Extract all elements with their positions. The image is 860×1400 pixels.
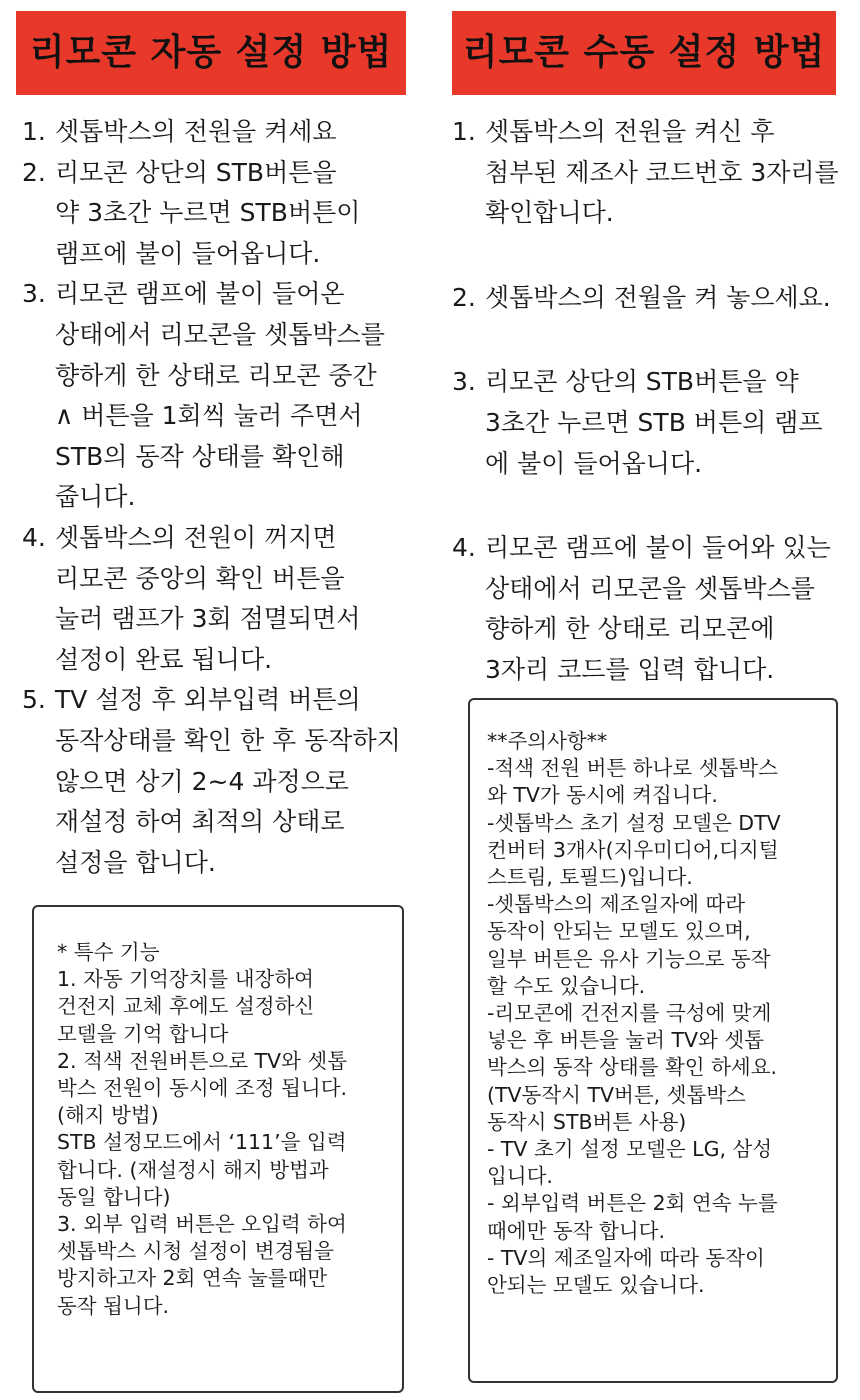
- step-text-line: 눌러 램프가 3회 점멸되면서: [55, 604, 361, 634]
- step-text-line: 리모콘 램프에 불이 들어온: [55, 279, 345, 309]
- step-text-line: 셋톱박스의 전월을 켜 놓으세요.: [485, 282, 831, 312]
- note-line: 2. 적색 전원버튼으로 TV와 셋톱: [57, 1048, 348, 1073]
- step-number: 5.: [22, 685, 46, 715]
- step-number: 1.: [22, 117, 46, 146]
- manual-setup-title: 리모콘 수동 설정 방법: [452, 11, 836, 95]
- auto-setup-steps: [22, 112, 422, 883]
- note-line: * 특수 기능: [57, 940, 160, 964]
- note-line: - TV 초기 설정 모델은 LG, 삼성: [487, 1137, 773, 1162]
- step-number: 4.: [452, 533, 476, 563]
- step-item: [22, 680, 422, 883]
- step-number: 3.: [22, 279, 46, 309]
- step-text-line: 3자리 코드를 입력 합니다.: [485, 654, 775, 684]
- note-line: **주의사항**: [487, 729, 608, 753]
- note-line: 동작 됩니다.: [57, 1293, 170, 1318]
- note-line: -셋톱박스의 제조일자에 따라: [487, 892, 746, 917]
- step-text-line: 동작상태를 확인 한 후 동작하지: [55, 725, 401, 755]
- step-item: [452, 112, 860, 234]
- step-text-line: 향하게 한 상태로 리모콘에: [485, 614, 775, 644]
- note-line: 박스의 동작 상태를 확인 하세요.: [487, 1055, 778, 1080]
- step-item: [22, 518, 422, 680]
- note-line: 스트림, 토필드)입니다.: [487, 865, 693, 890]
- step-item: [22, 274, 422, 518]
- step-text-line: 3초간 누르면 STB 버튼의 램프: [485, 407, 823, 437]
- step-number: 3.: [452, 367, 476, 397]
- step-number: 2.: [22, 157, 46, 187]
- step-text-line: 에 불이 들어옵니다.: [485, 448, 703, 478]
- special-features-box: [32, 905, 404, 1393]
- note-line: 박스 전원이 동시에 조정 됩니다.: [57, 1076, 348, 1101]
- step-text-line: 않으면 상기 2~4 과정으로: [55, 766, 349, 796]
- step-text-line: 향하게 한 상태로 리모콘 중간: [55, 360, 377, 390]
- note-line: -적색 전원 버튼 하나로 셋톱박스: [487, 756, 778, 781]
- note-line: 모델을 기억 합니다: [57, 1021, 229, 1046]
- step-text-line: 상태에서 리모콘을 셋톱박스를: [485, 573, 815, 603]
- step-number: 2.: [452, 282, 476, 312]
- step-text-line: 셋톱박스의 전원을 켜신 후: [485, 117, 775, 146]
- step-text-line: 첨부된 제조사 코드번호 3자리를: [485, 157, 839, 187]
- note-line: (TV동작시 TV버튼, 셋톱박스: [487, 1082, 746, 1107]
- step-text-line: 리모콘 상단의 STB버튼을: [55, 157, 337, 187]
- note-line: 1. 자동 기억장치를 내장하여: [57, 967, 314, 992]
- step-text-line: 줍니다.: [55, 482, 136, 512]
- note-line: 방지하고자 2회 연속 눌를때만: [57, 1266, 328, 1291]
- note-line: 할 수도 있습니다.: [487, 973, 646, 998]
- step-text-line: 상태에서 리모콘을 셋톱박스를: [55, 319, 385, 349]
- step-item: [452, 528, 860, 690]
- step-text-line: 재설정 하여 최적의 상태로: [55, 807, 345, 837]
- cautions-box: [468, 698, 838, 1383]
- note-line: STB 설정모드에서 ‘111’을 입력: [57, 1130, 347, 1155]
- note-line: - TV의 제조일자에 따라 동작이: [487, 1245, 765, 1270]
- step-text-line: 설정이 완료 됩니다.: [55, 644, 273, 674]
- note-line: 건전지 교체 후에도 설정하신: [57, 994, 315, 1019]
- note-line: 3. 외부 입력 버튼은 오입력 하여: [57, 1212, 347, 1237]
- note-line: 와 TV가 동시에 켜집니다.: [487, 783, 718, 808]
- note-line: 합니다. (재설정시 해지 방법과: [57, 1157, 329, 1182]
- step-text-line: 약 3초간 누르면 STB버튼이: [55, 198, 361, 228]
- note-line: (해지 방법): [57, 1103, 159, 1128]
- step-number: 1.: [452, 117, 476, 146]
- step-text-line: 셋톱박스의 전원을 켜세요: [55, 117, 337, 146]
- note-line: - 외부입력 버튼은 2회 연속 누를: [487, 1191, 778, 1216]
- step-number: 4.: [22, 522, 46, 552]
- note-line: 때에만 동작 합니다.: [487, 1218, 665, 1243]
- step-text-line: 설정을 합니다.: [55, 847, 216, 877]
- note-line: 일부 버튼은 유사 기능으로 동작: [487, 946, 771, 971]
- note-line: 입니다.: [487, 1164, 553, 1189]
- note-line: 동작이 안되는 모델도 있으며,: [487, 919, 751, 944]
- step-item: [452, 278, 860, 319]
- step-text-line: STB의 동작 상태를 확인해: [55, 441, 345, 471]
- step-text-line: 램프에 불이 들어옵니다.: [55, 238, 321, 268]
- step-text-line: 리모콘 램프에 불이 들어와 있는: [485, 533, 831, 563]
- manual-setup-steps: [452, 112, 860, 691]
- step-text-line: 리모콘 중앙의 확인 버튼을: [55, 563, 345, 593]
- note-line: -리모콘에 건전지를 극성에 맞게: [487, 1001, 772, 1026]
- step-text-line: TV 설정 후 외부입력 버튼의: [55, 685, 361, 715]
- step-text-line: 리모콘 상단의 STB버튼을 약: [485, 367, 799, 397]
- auto-setup-title: 리모콘 자동 설정 방법: [16, 11, 406, 95]
- step-text-line: 확인합니다.: [485, 198, 614, 228]
- step-item: [22, 153, 422, 275]
- note-line: 안되는 모델도 있습니다.: [487, 1273, 705, 1298]
- note-line: 동일 합니다): [57, 1184, 171, 1209]
- step-item: [452, 362, 860, 484]
- note-line: 컨버터 3개사(지우미디어,디지털: [487, 837, 779, 862]
- note-line: 셋톱박스 시청 설정이 변경됨을: [57, 1239, 334, 1264]
- note-line: -셋톱박스 초기 설정 모델은 DTV: [487, 810, 781, 835]
- step-item: [22, 112, 422, 153]
- note-line: 넣은 후 버튼을 눌러 TV와 셋톱: [487, 1028, 764, 1053]
- step-text-line: 셋톱박스의 전원이 꺼지면: [55, 522, 337, 552]
- step-text-line: ∧ 버튼을 1회씩 눌러 주면서: [55, 401, 363, 431]
- note-line: 동작시 STB버튼 사용): [487, 1109, 687, 1134]
